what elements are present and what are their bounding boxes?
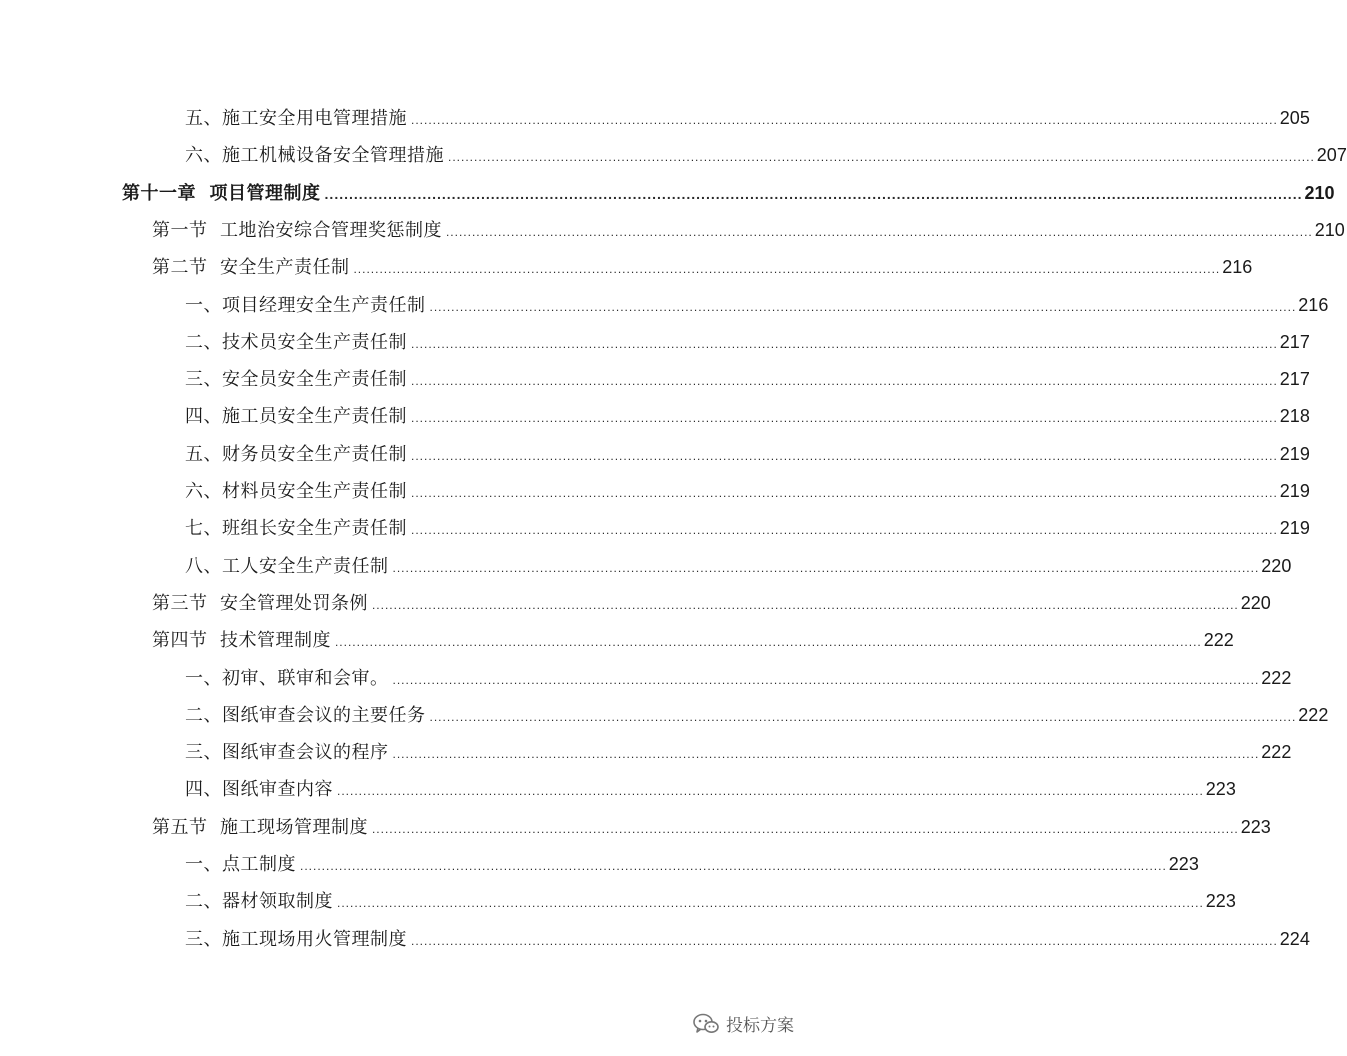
toc-dot-leader: ........................................................................................................................................................................................................: [353, 262, 1221, 277]
toc-entry-title: 六、施工机械设备安全管理措施: [185, 145, 444, 167]
toc-dot-leader: ........................................................................................................................................................................................................: [392, 672, 1260, 687]
toc-dot-leader: ........................................................................................................................................................................................................: [429, 299, 1297, 314]
toc-entry[interactable]: [185, 660, 1292, 697]
toc-entry-title: 第四节 技术管理制度: [152, 630, 331, 652]
toc-entry[interactable]: [185, 473, 1310, 510]
toc-entry-title: 五、施工安全用电管理措施: [185, 108, 407, 129]
toc-dot-leader: ........................................................................................................................................................................................................: [324, 185, 1303, 202]
toc-entry[interactable]: [185, 324, 1310, 361]
toc-entry[interactable]: [185, 361, 1310, 398]
toc-dot-leader: ........................................................................................................................................................................................................: [411, 448, 1278, 463]
toc-entry-page: 220: [1261, 555, 1292, 576]
watermark: [692, 1011, 794, 1036]
toc-dot-leader: ........................................................................................................................................................................................................: [300, 859, 1167, 873]
toc-entry-title: 第二节 安全生产责任制: [152, 257, 350, 279]
toc-dot-leader: ........................................................................................................................................................................................................: [371, 821, 1239, 836]
toc-entry[interactable]: [185, 436, 1310, 473]
toc-entry-title: 二、器材领取制度: [185, 891, 333, 913]
toc-entry-title: 八、工人安全生产责任制: [185, 555, 389, 577]
toc-entry[interactable]: [185, 883, 1236, 920]
toc-dot-leader: ........................................................................................................................................................................................................: [411, 523, 1278, 538]
toc-dot-leader: ........................................................................................................................................................................................................: [337, 896, 1204, 911]
toc-entry[interactable]: [185, 846, 1199, 883]
toc-entry-title: 第一节 工地治安综合管理奖惩制度: [152, 219, 442, 241]
toc-entry[interactable]: [185, 137, 1347, 174]
toc-entry-page: 219: [1279, 518, 1310, 539]
toc-entry-title: 一、项目经理安全生产责任制: [185, 294, 426, 316]
toc-entry-page: 222: [1261, 667, 1292, 688]
toc-dot-leader: ........................................................................................................................................................................................................: [445, 224, 1313, 239]
toc-entry-page: 223: [1240, 816, 1271, 837]
toc-entry-page: 205: [1279, 108, 1310, 128]
toc-dot-leader: ........................................................................................................................................................................................................: [392, 560, 1260, 575]
toc-entry[interactable]: [185, 548, 1292, 585]
toc-entry-page: 223: [1205, 779, 1236, 800]
watermark-text: 投标方案: [726, 1016, 794, 1036]
toc-entry-page: 210: [1314, 219, 1345, 240]
toc-entry[interactable]: [152, 249, 1253, 286]
toc-entry-page: 217: [1279, 369, 1310, 390]
toc-entry-title: 一、点工制度: [185, 854, 296, 875]
toc-entry[interactable]: [185, 398, 1310, 435]
toc-entry-title: 三、施工现场用火管理制度: [185, 928, 407, 950]
toc-entry-page: 218: [1279, 406, 1310, 427]
toc-dot-leader: ........................................................................................................................................................................................................: [411, 374, 1278, 389]
toc-dot-leader: ........................................................................................................................................................................................................: [334, 635, 1202, 650]
toc-dot-leader: ........................................................................................................................................................................................................: [411, 113, 1278, 127]
toc-entry-page: 207: [1316, 145, 1347, 166]
toc-entry[interactable]: [185, 287, 1329, 324]
toc-entry-title: 三、安全员安全生产责任制: [185, 369, 407, 391]
toc-entry-page: 216: [1298, 294, 1329, 315]
toc-dot-leader: ........................................................................................................................................................................................................: [371, 597, 1239, 612]
toc-dot-leader: ........................................................................................................................................................................................................: [429, 709, 1297, 724]
toc-entry[interactable]: [185, 697, 1329, 734]
toc-entry-page: 222: [1203, 630, 1234, 651]
toc-entry-title: 六、材料员安全生产责任制: [185, 481, 407, 502]
toc-dot-leader: ........................................................................................................................................................................................................: [411, 411, 1278, 426]
wechat-icon: [692, 1012, 720, 1036]
toc-entry-title: 二、图纸审查会议的主要任务: [185, 704, 426, 726]
toc-entry-page: 216: [1222, 257, 1253, 278]
toc-entry-page: 217: [1279, 331, 1310, 352]
toc-entry-page: 224: [1279, 928, 1310, 949]
toc-entry[interactable]: [122, 175, 1335, 212]
toc-entry-page: 219: [1279, 443, 1310, 464]
toc-dot-leader: ........................................................................................................................................................................................................: [411, 933, 1278, 948]
toc-entry-title: 第五节 施工现场管理制度: [152, 816, 368, 838]
toc-entry-page: 223: [1168, 854, 1199, 874]
toc-entry-page: 220: [1240, 592, 1271, 613]
toc-dot-leader: ........................................................................................................................................................................................................: [411, 336, 1278, 351]
toc-dot-leader: ........................................................................................................................................................................................................: [337, 784, 1204, 799]
toc-dot-leader: ........................................................................................................................................................................................................: [411, 486, 1278, 500]
toc-entry-title: 第十一章 项目管理制度: [122, 182, 321, 204]
toc-entry-title: 一、初审、联审和会审。: [185, 667, 389, 689]
toc-entry[interactable]: [185, 734, 1292, 771]
toc-entry-page: 222: [1298, 704, 1329, 725]
toc-entry-page: 223: [1205, 891, 1236, 912]
toc-dot-leader: ........................................................................................................................................................................................................: [392, 747, 1260, 762]
toc-entry[interactable]: [152, 622, 1234, 659]
toc-entry-page: 210: [1304, 182, 1335, 203]
toc-entry-title: 第三节 安全管理处罚条例: [152, 592, 368, 614]
toc-entry-title: 二、技术员安全生产责任制: [185, 331, 407, 353]
toc-entry-title: 四、图纸审查内容: [185, 779, 333, 801]
toc-entry-title: 三、图纸审查会议的程序: [185, 742, 389, 764]
toc-entry-title: 七、班组长安全生产责任制: [185, 518, 407, 540]
toc-entry-title: 四、施工员安全生产责任制: [185, 406, 407, 428]
toc-entry-title: 五、财务员安全生产责任制: [185, 443, 407, 465]
toc-entry[interactable]: [185, 510, 1310, 547]
toc-entry[interactable]: [152, 212, 1345, 249]
toc-dot-leader: ........................................................................................................................................................................................................: [448, 150, 1315, 165]
toc-entry[interactable]: [185, 921, 1310, 958]
toc-entry[interactable]: [185, 771, 1236, 808]
toc-entry-page: 222: [1261, 742, 1292, 763]
toc-entry[interactable]: [152, 585, 1271, 622]
toc-entry[interactable]: [152, 809, 1271, 846]
toc-entry-page: 219: [1279, 481, 1310, 501]
toc-entry[interactable]: [185, 100, 1310, 137]
